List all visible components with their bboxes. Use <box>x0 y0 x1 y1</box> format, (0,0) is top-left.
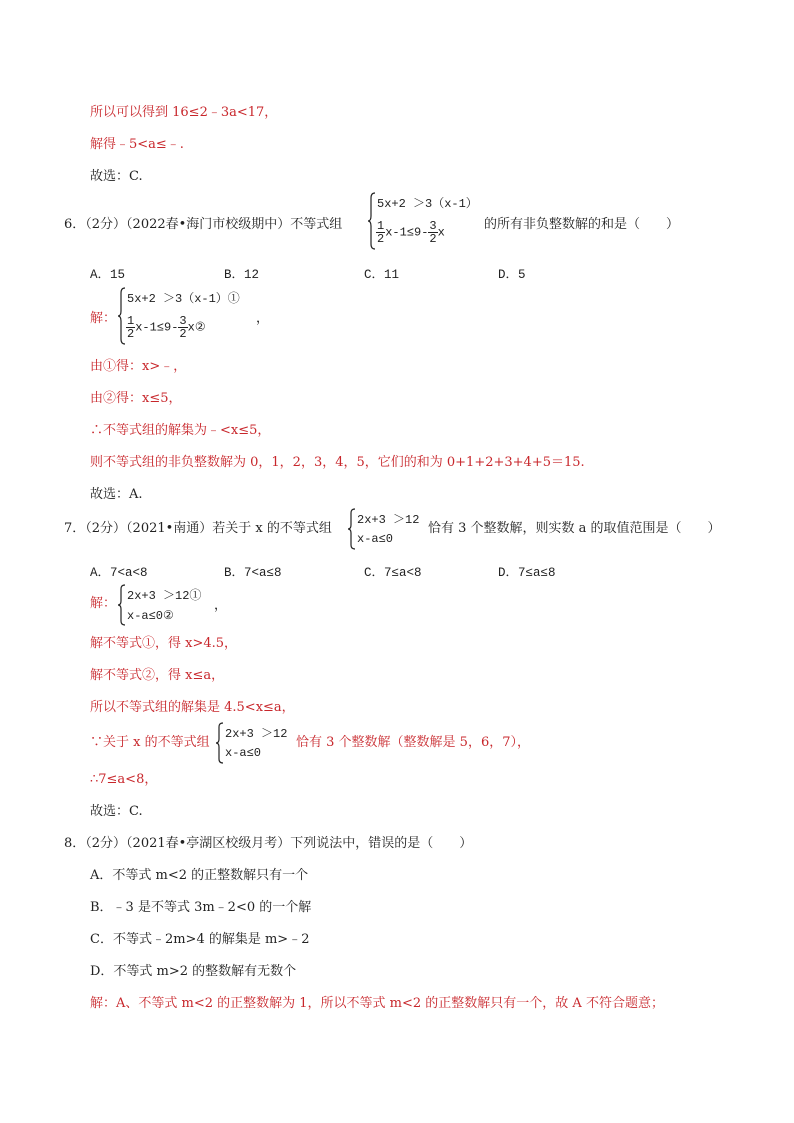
q8-stem: 8．（2分）（2021春•亭湖区校级月考）下列说法中，错误的是（ ） <box>64 836 473 851</box>
q7-stem-prefix: 7．（2分）（2021•南通）若关于 x 的不等式组 <box>64 521 332 536</box>
q6-step-from-2: 由②得：x≤5， <box>90 391 182 406</box>
left-brace-icon <box>348 508 356 550</box>
q7-choice-a: A．7<a<8 <box>90 566 148 580</box>
q7-step-4-system: 2x+3 ＞12 x-a≤0 <box>216 722 300 766</box>
q7-step-3: 所以不等式组的解集是 4.5<x≤a， <box>90 700 295 715</box>
left-brace-icon <box>118 584 126 626</box>
q7-system-row-2: x-a≤0 <box>357 532 394 546</box>
q6-sum-line: 则不等式组的非负整数解为 0，1，2，3，4，5，它们的和为 0+1+2+3+4+5＝15. <box>90 455 585 470</box>
q7-step-4-prefix: ∵关于 x 的不等式组 <box>90 735 210 750</box>
q6-answer: 故选：A. <box>90 487 143 502</box>
q6-fraction-half: $\frac{1}{2}$ <box>377 219 385 246</box>
q7-step-5: ∴7≤a<8， <box>90 772 158 787</box>
q6-system-row-1: 5x+2 ＞3（x-1） <box>377 197 478 211</box>
q5-solution-line-2: 解得﹣5<a≤﹣. <box>90 137 184 152</box>
q6-step-from-1: 由①得：x>﹣， <box>90 359 187 374</box>
q6-solution-row-2: $\frac{1}{2}$ x-1≤9- $\frac{3}{2}$ x② <box>127 314 206 341</box>
q7-system-row-1: 2x+3 ＞12 <box>357 513 420 527</box>
q8-solution-line-1: 解：A、不等式 m<2 的正整数解为 1，所以不等式 m<2 的正整数解只有一个，故 A 不符合题意； <box>90 996 664 1011</box>
q7-solution-row-1: 2x+3 ＞12① <box>127 589 202 603</box>
q6-inequality-system <box>368 192 488 252</box>
q8-choice-c: C．不等式﹣2m>4 的解集是 m>﹣2 <box>90 932 310 947</box>
q6-fraction-three-halves: $\frac{3}{2}$ <box>429 219 437 246</box>
q7-choice-d: D．7≤a≤8 <box>498 566 556 580</box>
q7-step-1: 解不等式①，得 x>4.5， <box>90 636 238 651</box>
q6-choice-a: A．15 <box>90 268 126 282</box>
q6-system-row-2: $\frac{1}{2}$ x-1≤9- $\frac{3}{2}$ x <box>377 219 445 246</box>
q7-step-2: 解不等式②，得 x≤a， <box>90 668 225 683</box>
q7-solution-system <box>118 584 222 628</box>
q5-solution-line-1: 所以可以得到 16≤2﹣3a<17， <box>90 105 278 120</box>
q7-choice-c: C．7≤a<8 <box>364 566 422 580</box>
q7-stem-suffix: 恰有 3 个整数解，则实数 a 的取值范围是（ ） <box>428 521 721 536</box>
q6-solution-row-1: 5x+2 ＞3（x-1）① <box>127 292 240 306</box>
q7-answer: 故选：C. <box>90 804 143 819</box>
q8-choice-b: B．﹣3 是不等式 3m﹣2<0 的一个解 <box>90 900 312 915</box>
q6-stem-suffix: 的所有非负整数解的和是（ ） <box>484 217 680 232</box>
q7-solution-row-2: x-a≤0② <box>127 609 174 623</box>
q7-step-4-suffix: 恰有 3 个整数解（整数解是 5，6，7）， <box>296 735 530 750</box>
q6-solution-label: 解： <box>90 311 117 326</box>
q6-stem-prefix: 6．（2分）（2022春•海门市校级期中）不等式组 <box>64 217 343 232</box>
q8-choice-a: A．不等式 m<2 的正整数解只有一个 <box>90 868 309 883</box>
q7-inequality-system <box>348 508 432 552</box>
q6-choice-d: D．5 <box>498 268 526 282</box>
left-brace-icon <box>368 192 376 250</box>
q6-solution-system <box>118 287 258 347</box>
q6-choice-c: C．11 <box>364 268 400 282</box>
q8-choice-d: D．不等式 m>2 的整数解有无数个 <box>90 964 297 979</box>
left-brace-icon <box>118 287 126 345</box>
q7-solution-comma: ， <box>214 598 228 613</box>
q6-solution-set: ∴不等式组的解集为﹣<x≤5， <box>90 423 271 438</box>
left-brace-icon <box>216 722 224 764</box>
q6-solution-comma: ， <box>256 311 270 326</box>
q6-choice-b: B．12 <box>224 268 260 282</box>
q7-solution-label: 解： <box>90 596 117 611</box>
q7-choice-b: B．7<a≤8 <box>224 566 282 580</box>
q5-answer: 故选：C. <box>90 169 143 184</box>
